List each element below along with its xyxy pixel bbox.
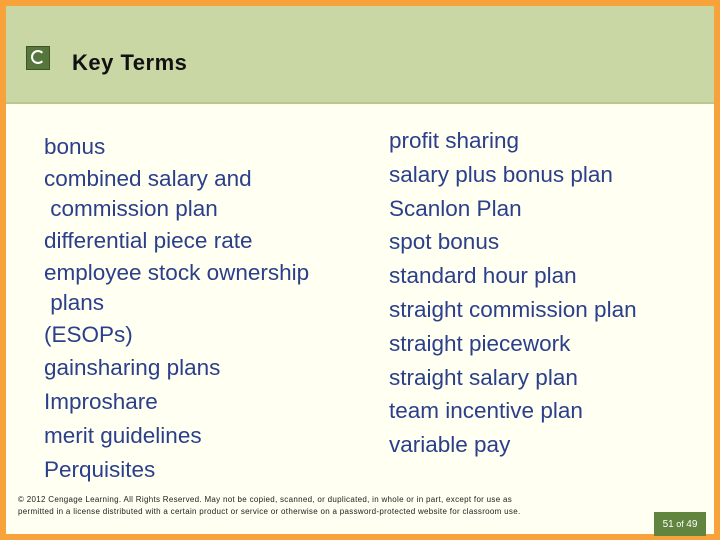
slide: [6, 6, 714, 534]
term-item: Improshare: [44, 389, 158, 415]
term-item: salary plus bonus plan: [389, 161, 613, 187]
term-item: combined salary and: [44, 165, 252, 191]
term-item: employee stock ownership: [44, 259, 310, 285]
term-item: gainsharing plans: [44, 355, 221, 381]
title-bar: [6, 6, 714, 104]
term-item: straight piecework: [389, 330, 571, 356]
term-item: straight commission plan: [389, 296, 637, 322]
term-item: spot bonus: [389, 229, 500, 255]
term-item: Scanlon Plan: [389, 195, 522, 221]
title-bullet-icon: [26, 46, 50, 70]
term-item: straight salary plan: [389, 364, 578, 390]
term-item: Perquisites: [44, 456, 156, 482]
page-total: 49: [686, 519, 698, 530]
term-item: variable pay: [389, 432, 511, 458]
term-item: differential piece rate: [44, 227, 253, 253]
slide-title: Key Terms: [72, 50, 188, 75]
term-item: plans: [44, 289, 105, 315]
copyright-line: permitted in a license distributed with a certain product or service or otherwise on a password-protected website for classroom use.: [18, 507, 521, 516]
terms-list-right: [389, 124, 709, 462]
page-current: 51: [662, 519, 674, 530]
term-item: profit sharing: [389, 128, 520, 153]
page-number-badge: [654, 512, 706, 536]
copyright-notice: [18, 494, 618, 518]
copyright-line: © 2012 Cengage Learning. All Rights Reserved. May not be copied, scanned, or duplicated, in whole or in part, except for use as: [18, 495, 513, 504]
term-item: commission plan: [44, 195, 218, 221]
term-item: merit guidelines: [44, 422, 202, 448]
page-of: of: [676, 519, 684, 529]
term-item: bonus: [44, 134, 106, 159]
term-item: team incentive plan: [389, 398, 583, 424]
terms-list-left: [44, 130, 364, 487]
term-item: (ESOPs): [44, 321, 133, 347]
term-item: standard hour plan: [389, 263, 577, 289]
